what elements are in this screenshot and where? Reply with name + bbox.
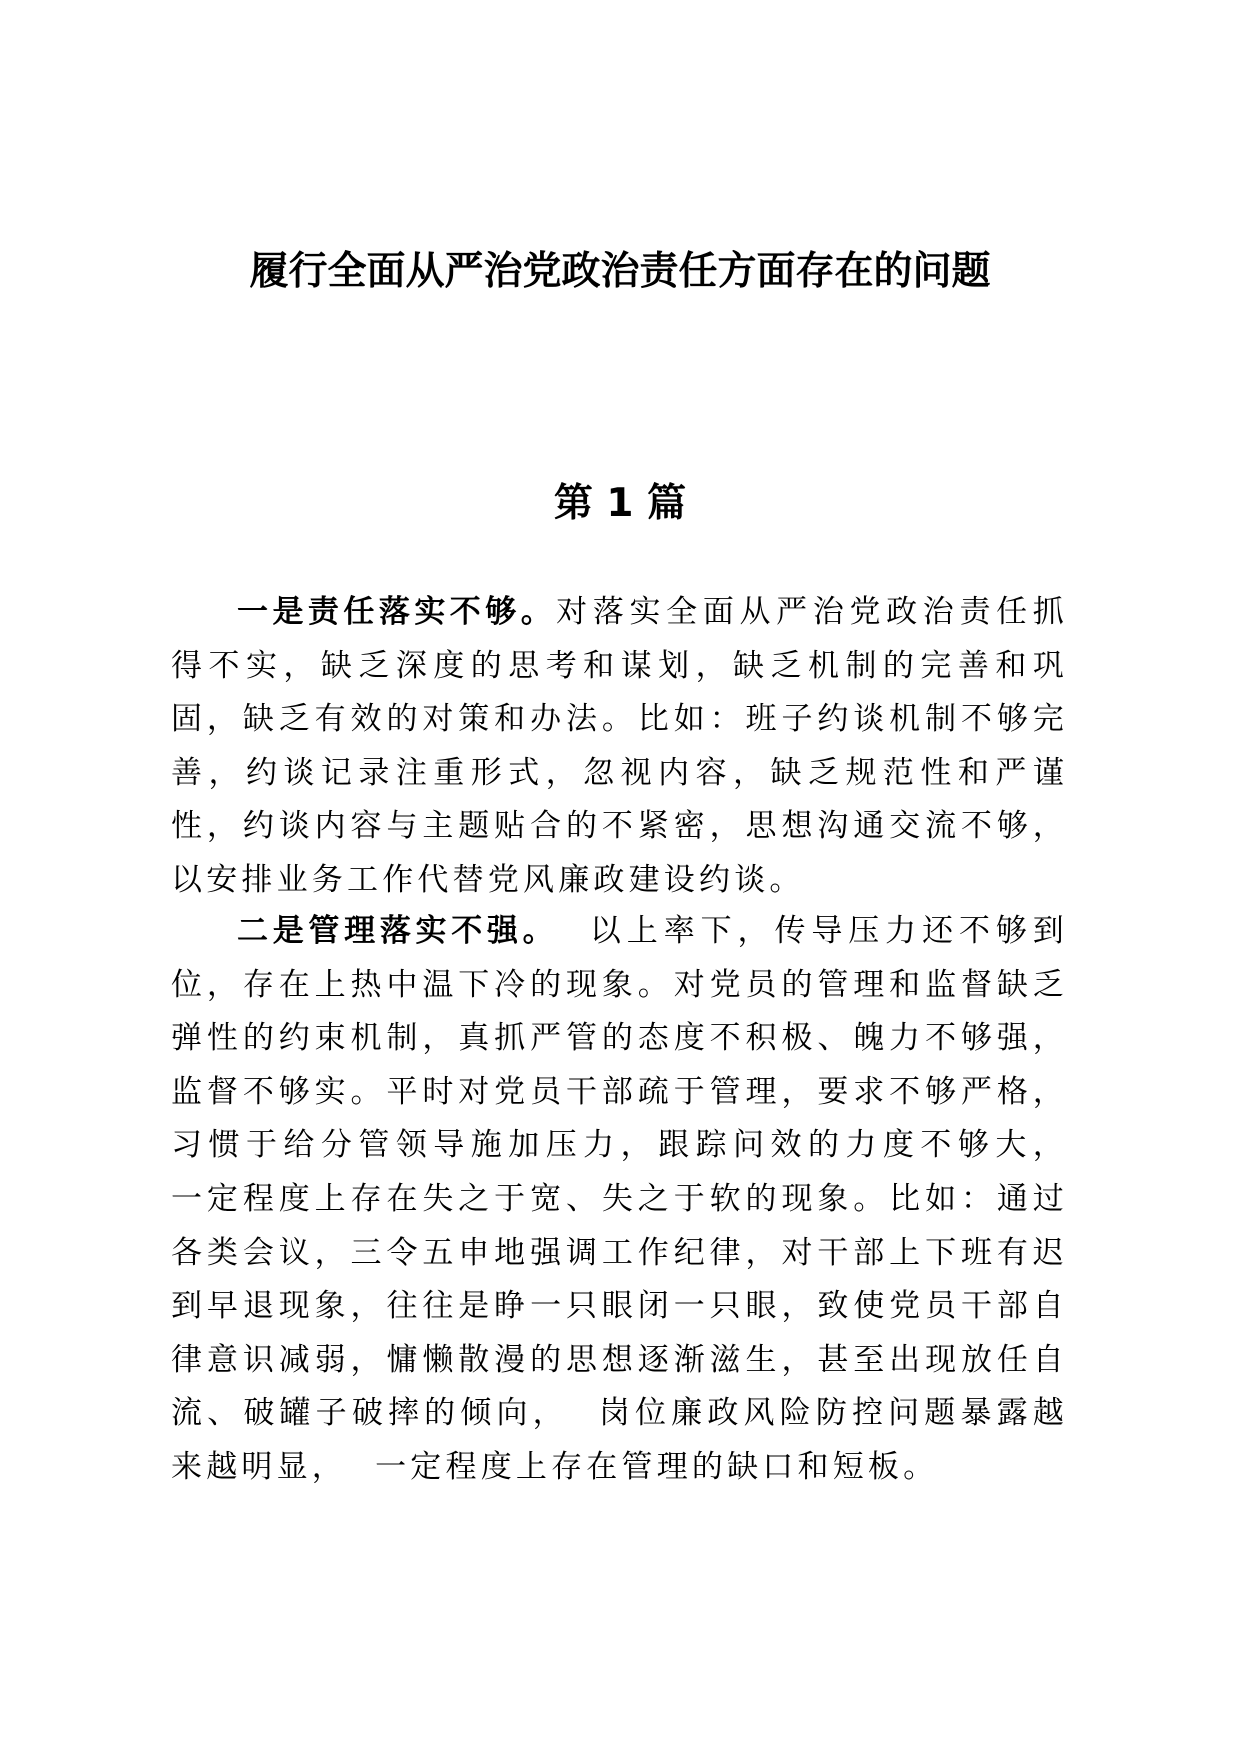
document-title: 履行全面从严治党政治责任方面存在的问题 bbox=[249, 249, 991, 294]
paragraph-lead: 二是管理落实不强。 bbox=[237, 913, 559, 949]
paragraph-lead: 一是责任落实不够。 bbox=[237, 594, 557, 630]
paragraph-text: 对落实全面从严治党政治责任抓得不实，缺乏深度的思考和谋划，缺乏机制的完善和巩固，缺乏有效的对策和办法。比如：班子约谈机制不够完善，约谈记录注重形式，忽视内容，缺乏规范性和严谨性，约谈内容与主题贴合的不紧密，思想沟通交流不够，以安排业务工作代替党风廉政建设约谈。 bbox=[171, 594, 1068, 898]
paragraph-responsibility bbox=[171, 586, 1068, 908]
chapter-heading: 第 1 篇 bbox=[553, 481, 687, 526]
paragraph-text: 以上率下，传导压力还不够到位，存在上热中温下冷的现象。对党员的管理和监督缺乏弹性的约束机制，真抓严管的态度不积极、魄力不够强，监督不够实。平时对党员干部疏于管理，要求不够严格，习惯于给分管领导施加压力，跟踪问效的力度不够大， 一定程度上存在失之于宽、失之于软的现象。比如：通过各类会议，三令五申地强调工作纪律，对干部上下班有迟到早退现象，往往是睁一只眼闭一只眼，致使党员干部自律意识减弱，慵懒散漫的思想逐渐滋生，甚至出现放任自流、破罐子破摔的倾向， 岗位廉政风险防控问题暴露越来越明显， 一定程度上存在管理的缺口和短板。 bbox=[171, 913, 1097, 1485]
paragraph-management bbox=[171, 905, 1097, 1495]
